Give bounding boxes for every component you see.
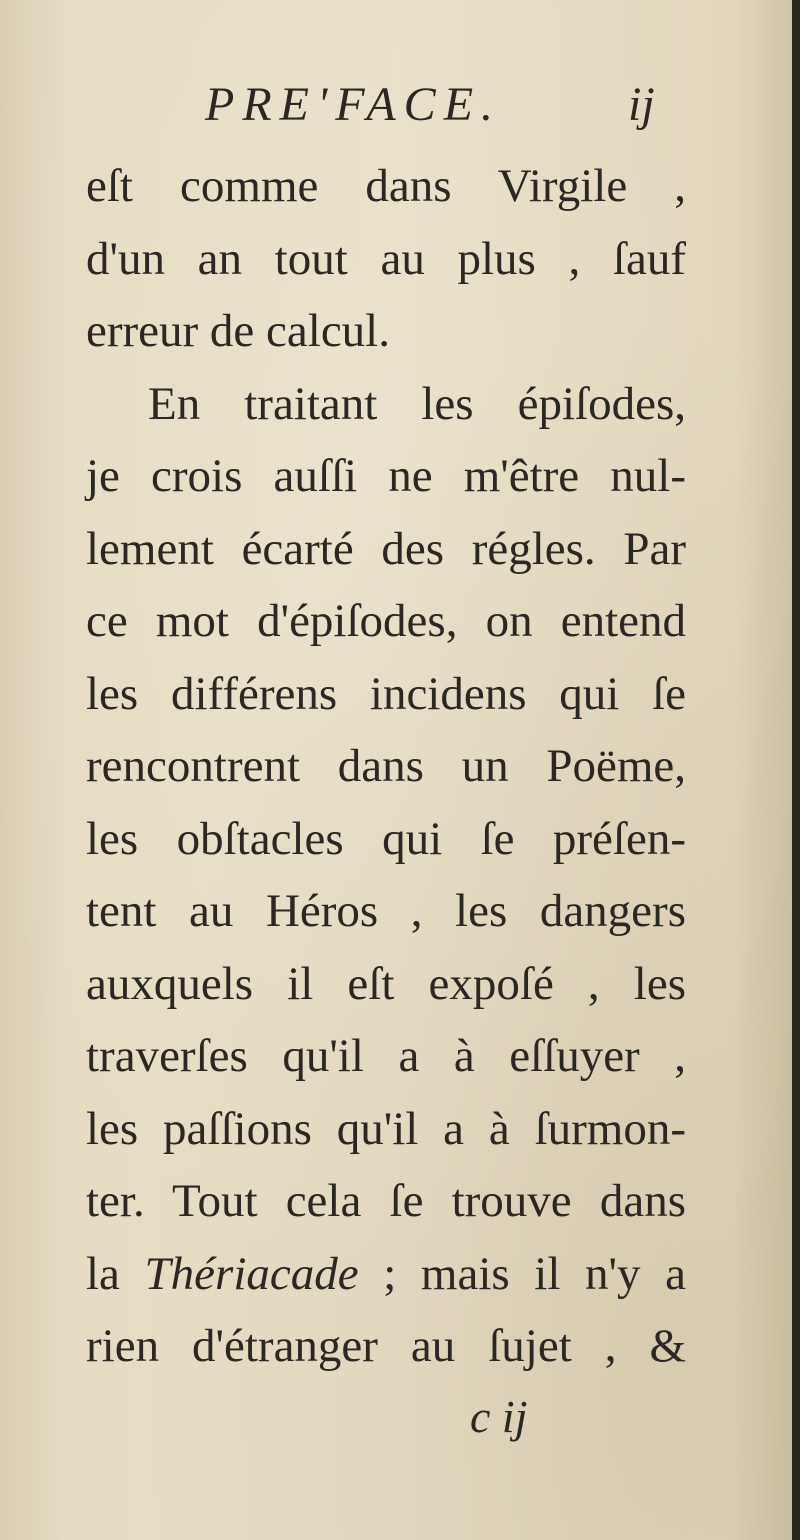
body-text (86, 150, 686, 1383)
line-prefix: la (86, 1247, 145, 1300)
text-line: eſt comme dans Virgile , (86, 160, 686, 212)
page-edge-shadow (792, 0, 800, 1540)
text-line: erreur de calcul. (86, 305, 390, 357)
text-line: les paſſions qu'il a à ſurmon- (86, 1102, 686, 1155)
text-line: ter. Tout cela ſe trouve dans (86, 1175, 686, 1227)
text-line: auxquels il eſt expoſé , les (86, 957, 686, 1010)
text-line: tent au Héros , les dangers (86, 885, 686, 937)
line-suffix: ; mais il n'y a (358, 1247, 686, 1300)
text-line-with-title (86, 1238, 686, 1311)
text-line: ce mot d'épiſodes, on entend (86, 595, 686, 647)
text-line: rencontrent dans un Poëme, (86, 740, 686, 792)
text-line: rien d'étranger au ſujet , & (86, 1320, 686, 1372)
running-head-title: PRE'FACE. (205, 78, 502, 131)
work-title-italic: Thériacade (144, 1247, 359, 1300)
text-line: lement écarté des régles. Par (86, 522, 686, 575)
text-line: En traitant les épiſodes, (148, 377, 686, 430)
running-head (0, 70, 796, 140)
text-line: les différens incidens qui ſe (86, 667, 686, 720)
text-line: je crois auſſi ne m'être nul- (86, 450, 686, 502)
page-number: ij (628, 78, 655, 131)
text-line: d'un an tout au plus , ſauf (86, 232, 686, 285)
text-line: traverſes qu'il a à eſſuyer , (86, 1030, 686, 1082)
text-line: les obſtacles qui ſe préſen- (86, 812, 686, 865)
signature-mark: c ij (470, 1390, 528, 1442)
